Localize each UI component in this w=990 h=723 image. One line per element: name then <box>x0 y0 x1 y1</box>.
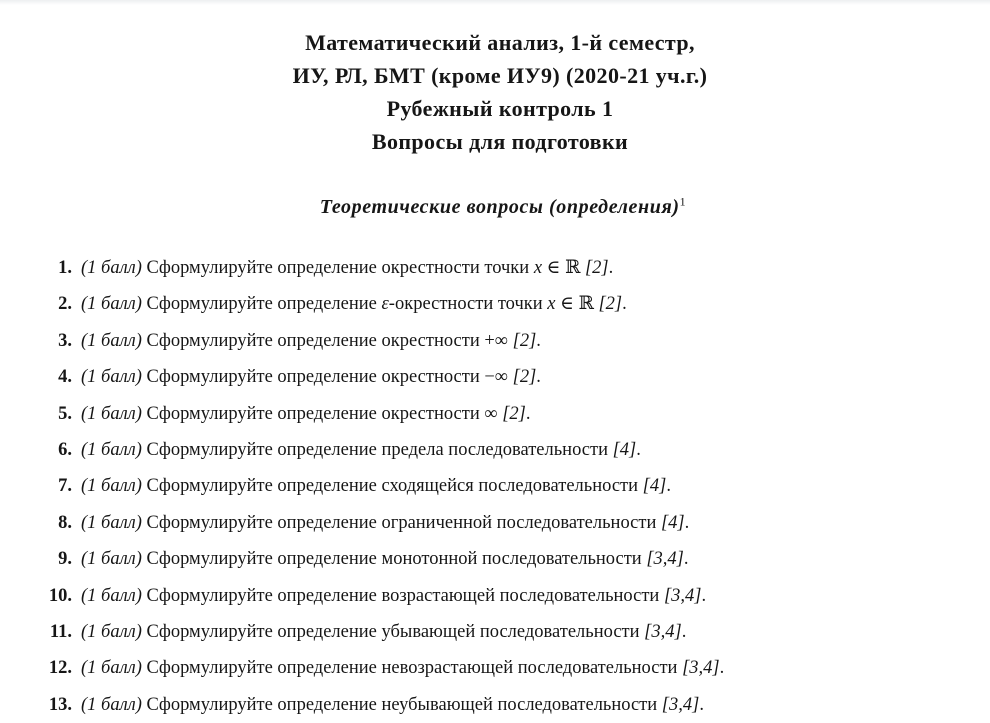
citation-ref: [3,4] <box>661 694 700 715</box>
title-line-1: Математический анализ, 1-й семестр, <box>305 30 695 55</box>
question-item <box>0 614 990 650</box>
question-text <box>81 541 688 577</box>
citation-ref: [4] <box>642 476 667 497</box>
text-segment: . <box>536 330 541 351</box>
math-symbol: x <box>547 294 556 315</box>
text-segment: Сформулируйте определение ограниченной последовательности <box>141 512 661 533</box>
question-item <box>0 323 990 359</box>
footnote-marker: 1 <box>679 194 687 209</box>
text-segment: Сформулируйте определение окрестности точки <box>141 258 534 278</box>
citation-ref: [2] <box>502 403 526 424</box>
text-segment: . <box>684 512 690 533</box>
title-line-3: Рубежный контроль 1 <box>386 96 614 121</box>
text-segment: . <box>683 549 689 570</box>
citation-ref: [2] <box>584 258 609 278</box>
citation-ref: [2] <box>512 367 537 388</box>
page-top-edge <box>0 0 990 5</box>
text-segment: Сформулируйте определение убывающей последовательности <box>141 622 645 643</box>
text-segment: Сформулируйте определение сходящейся последовательности <box>141 476 643 497</box>
text-segment: . <box>536 367 541 388</box>
question-text <box>81 614 686 650</box>
question-text <box>81 687 704 723</box>
citation-ref: [4] <box>612 440 637 461</box>
math-symbol: ε <box>381 294 389 315</box>
question-number: 7. <box>58 476 72 497</box>
question-item <box>0 286 990 322</box>
points-label: (1 балл) <box>81 330 142 351</box>
text-segment: . <box>681 622 687 643</box>
section-heading <box>8 196 990 219</box>
points-label: (1 балл) <box>81 694 142 715</box>
text-segment: ∈ ℝ <box>542 258 585 278</box>
question-item <box>0 250 990 286</box>
question-number: 10. <box>48 585 72 606</box>
points-label: (1 балл) <box>81 658 142 679</box>
text-segment: Сформулируйте определение возрастающей последовательности <box>141 585 664 606</box>
question-text <box>81 286 627 322</box>
points-label: (1 балл) <box>81 367 142 388</box>
points-label: (1 балл) <box>81 585 142 606</box>
citation-ref: [3,4] <box>663 585 702 606</box>
title-line-2: ИУ, РЛ, БМТ (кроме ИУ9) (2020-21 уч.г.) <box>292 63 708 88</box>
points-label: (1 балл) <box>81 476 142 497</box>
question-number: 2. <box>58 294 72 315</box>
question-text <box>81 323 541 359</box>
text-segment: . <box>666 476 671 497</box>
citation-ref: [3,4] <box>682 658 720 679</box>
question-text <box>81 396 530 432</box>
points-label: (1 балл) <box>81 294 142 315</box>
points-label: (1 балл) <box>81 549 142 570</box>
text-segment: . <box>636 440 641 461</box>
citation-ref: [2] <box>512 330 537 351</box>
question-item <box>0 505 990 541</box>
text-segment: Сформулируйте определение <box>141 294 382 315</box>
question-number: 4. <box>58 367 72 388</box>
points-label: (1 балл) <box>81 622 142 643</box>
text-segment: Сформулируйте определение окрестности +∞ <box>141 330 513 351</box>
question-item <box>0 432 990 468</box>
points-label: (1 балл) <box>81 440 142 461</box>
section-heading-text: Теоретические вопросы (определения) <box>319 196 680 218</box>
questions-list <box>0 250 990 723</box>
math-symbol: x <box>533 258 543 278</box>
question-number: 1. <box>58 258 72 278</box>
citation-ref: [4] <box>660 512 685 533</box>
question-item <box>0 687 990 723</box>
text-segment: . <box>525 403 531 424</box>
text-segment: Сформулируйте определение монотонной последовательности <box>141 549 647 570</box>
text-segment: Сформулируйте определение неубывающей последовательности <box>141 694 662 715</box>
points-label: (1 балл) <box>81 403 142 424</box>
text-segment: Сформулируйте определение предела последовательности <box>141 440 613 461</box>
question-text <box>81 432 641 468</box>
question-number: 3. <box>58 330 72 351</box>
question-text <box>81 250 613 286</box>
text-segment: Сформулируйте определение невозрастающей последовательности <box>141 658 683 679</box>
question-item <box>0 359 990 395</box>
text-segment: Сформулируйте определение окрестности −∞ <box>141 367 513 388</box>
question-text <box>81 468 671 504</box>
text-segment: . <box>622 294 627 315</box>
question-number: 12. <box>48 658 72 679</box>
citation-ref: [3,4] <box>646 549 684 570</box>
question-item <box>0 650 990 686</box>
question-text <box>81 505 689 541</box>
citation-ref: [2] <box>598 294 623 315</box>
question-number: 5. <box>58 403 72 424</box>
text-segment: . <box>719 658 725 679</box>
question-number: 6. <box>58 440 72 461</box>
title-line-4: Вопросы для подготовки <box>371 129 629 154</box>
points-label: (1 балл) <box>81 258 142 278</box>
question-item <box>0 541 990 577</box>
text-segment: ∈ ℝ <box>555 294 599 315</box>
document-title <box>5 26 990 158</box>
question-number: 13. <box>48 694 72 715</box>
citation-ref: [3,4] <box>644 622 682 643</box>
text-segment: Сформулируйте определение окрестности ∞ <box>141 403 503 424</box>
points-label: (1 балл) <box>81 512 142 533</box>
text-segment: . <box>608 258 614 278</box>
question-number: 8. <box>58 512 72 533</box>
question-number: 9. <box>58 549 72 570</box>
text-segment: . <box>699 694 704 715</box>
question-text <box>81 359 541 395</box>
question-text <box>81 650 724 686</box>
text-segment: . <box>701 585 707 606</box>
question-text <box>81 578 706 614</box>
question-item <box>0 578 990 614</box>
question-item <box>0 396 990 432</box>
question-item <box>0 468 990 504</box>
text-segment: -окрестности точки <box>388 294 548 315</box>
question-number: 11. <box>49 622 72 643</box>
